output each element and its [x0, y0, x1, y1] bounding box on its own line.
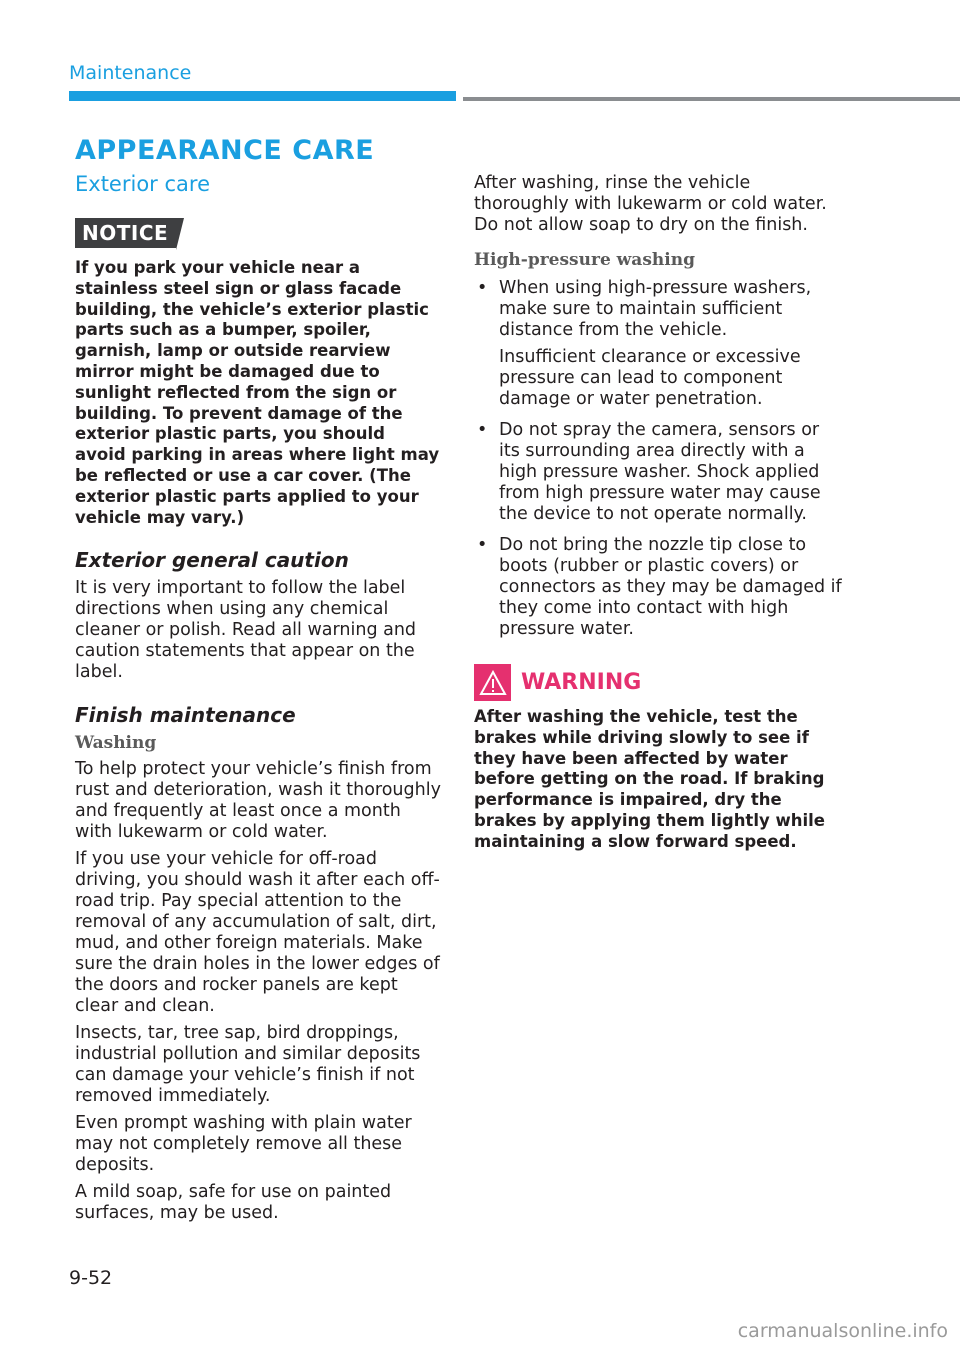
notice-badge: NOTICE — [75, 218, 176, 248]
list-item: • Do not spray the camera, sensors or its surrounding area directly with a high pressure washer. Shock applied from high pressure water may cause the device to not operate normally. — [474, 420, 844, 525]
warning-icon — [474, 664, 511, 701]
washing-paragraph: To help protect your vehicle’s finish from rust and deterioration, wash it thoroughly and frequently at least once a month with lukewarm or cold water. — [75, 759, 441, 843]
page-number: 9-52 — [69, 1267, 113, 1289]
general-caution-text: It is very important to follow the label directions when using any chemical cleaner or polish. Read all warning and caution statements that appear on the label. — [75, 578, 417, 683]
notice-text: If you park your vehicle near a stainless steel sign or glass facade building, the vehicle’s exterior plastic parts such as a bumper, spoiler, garnish, lamp or outside rearview mirror might be damaged due to sunlight reflected from the sign or building. To prevent damage of the exterior plastic parts, you should avoid parking in areas where light may be reflected or use a car cover. (The exterior plastic parts applied to your vehicle may vary.) — [75, 258, 440, 527]
list-item: • Do not bring the nozzle tip close to boots (rubber or plastic covers) or connectors as they may be damaged if they come into contact with high pressure water. — [474, 535, 844, 640]
washing-paragraph: If you use your vehicle for off-road driving, you should wash it after each off-road trip. Pay special attention to the removal of any accumulation of salt, dirt, mud, and other foreign materials. Make sure the drain holes in the lower edges of the doors and rocker panels are kept clear and clean. — [75, 849, 440, 1017]
washing-paragraph: Even prompt washing with plain water may not completely remove all these deposits. — [75, 1113, 412, 1176]
heading-finish-maintenance: Finish maintenance — [75, 703, 296, 728]
heading-high-pressure-washing: High-pressure washing — [474, 250, 695, 270]
watermark: carmanualsonline.info — [737, 1320, 948, 1342]
washing-paragraph: Insects, tar, tree sap, bird droppings, industrial pollution and similar deposits can damage your vehicle’s finish if not removed immediately. — [75, 1023, 421, 1107]
section-header: Maintenance — [69, 62, 192, 84]
warning-title: WARNING — [521, 670, 642, 695]
left-column — [75, 172, 441, 1230]
header-rule-accent — [69, 91, 456, 101]
header-rule — [463, 97, 960, 101]
subtitle-exterior-care: Exterior care — [75, 172, 210, 196]
heading-general-caution: Exterior general caution — [75, 548, 349, 573]
rinse-text: After washing, rinse the vehicle thoroughly with lukewarm or cold water. Do not allow soap to dry on the finish. — [474, 173, 827, 235]
page-title: APPEARANCE CARE — [75, 135, 375, 166]
list-item-continuation: Insufficient clearance or excessive pressure can lead to component damage or water penetration. — [499, 347, 801, 409]
list-item: • When using high-pressure washers, make sure to maintain sufficient distance from the vehicle. — [474, 278, 844, 341]
washing-paragraph: A mild soap, safe for use on painted surfaces, may be used. — [75, 1182, 392, 1224]
warning-text: After washing the vehicle, test the brakes while driving slowly to see if they have been affected by water before getting on the road. If braking performance is impaired, dry the brakes by applying them lightly while maintaining a slow forward speed. — [474, 707, 825, 851]
heading-washing: Washing — [75, 733, 157, 754]
right-column — [474, 173, 844, 853]
warning-header — [474, 664, 844, 701]
